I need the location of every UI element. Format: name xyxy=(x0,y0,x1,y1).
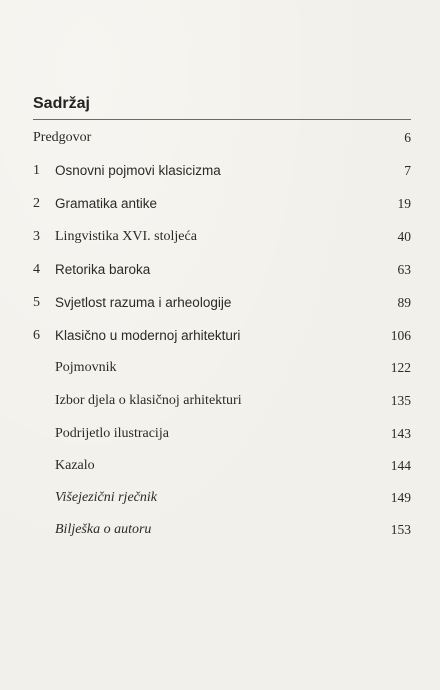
toc-entry-title: Višejezični rječnik xyxy=(55,490,157,505)
toc-entry-podrijetlo xyxy=(0,424,440,444)
toc-entry-page: 144 xyxy=(390,458,411,473)
toc-entry-rjecnik xyxy=(0,488,440,508)
chapter-number: 3 xyxy=(33,229,40,244)
toc-entry-pojmovnik xyxy=(0,358,440,378)
toc-entry-chapter-6 xyxy=(0,326,440,346)
toc-entry-page: 135 xyxy=(390,393,411,408)
toc-entry-page: 149 xyxy=(390,490,411,505)
toc-entry-page: 143 xyxy=(390,426,411,441)
toc-entry-page: 40 xyxy=(397,229,411,244)
toc-entry-kazalo xyxy=(0,456,440,476)
page-title: Sadržaj xyxy=(33,95,90,112)
toc-entry-title: Klasično u modernoj arhitekturi xyxy=(55,328,241,343)
chapter-number: 5 xyxy=(33,295,40,310)
toc-entry-page: 6 xyxy=(404,130,411,145)
toc-entry-title: Kazalo xyxy=(55,458,95,473)
toc-entry-chapter-2 xyxy=(0,194,440,214)
toc-entry-title: Retorika baroka xyxy=(55,262,151,277)
toc-entry-title: Svjetlost razuma i arheologije xyxy=(55,295,232,310)
chapter-number: 2 xyxy=(33,196,40,211)
toc-entry-chapter-1 xyxy=(0,161,440,181)
chapter-number: 1 xyxy=(33,163,40,178)
toc-entry-page: 153 xyxy=(390,522,411,537)
toc-entry-izbor-djela xyxy=(0,391,440,411)
toc-entry-page: 7 xyxy=(404,163,411,178)
toc-entry-title: Pojmovnik xyxy=(55,360,117,375)
toc-entry-page: 106 xyxy=(390,328,411,343)
toc-entry-title: Bilješka o autoru xyxy=(55,522,152,537)
toc-entry-title: Gramatika antike xyxy=(55,196,158,211)
toc-entry-predgovor xyxy=(0,128,440,148)
toc-entry-title: Osnovni pojmovi klasicizma xyxy=(55,163,221,178)
toc-entry-title: Podrijetlo ilustracija xyxy=(55,426,169,441)
toc-entry-page: 89 xyxy=(397,295,411,310)
toc-entry-title: Izbor djela o klasičnoj arhitekturi xyxy=(55,393,242,408)
toc-entry-chapter-4 xyxy=(0,260,440,280)
toc-entry-page: 122 xyxy=(390,360,411,375)
toc-entry-chapter-5 xyxy=(0,293,440,313)
chapter-number: 4 xyxy=(33,262,40,277)
toc-entry-page: 63 xyxy=(397,262,411,277)
toc-entry-title: Predgovor xyxy=(33,130,92,145)
toc-entry-page: 19 xyxy=(397,196,411,211)
chapter-number: 6 xyxy=(33,328,40,343)
toc-entry-biljeska xyxy=(0,520,440,540)
toc-entry-title: Lingvistika XVI. stoljeća xyxy=(55,229,197,244)
toc-entry-chapter-3 xyxy=(0,227,440,247)
